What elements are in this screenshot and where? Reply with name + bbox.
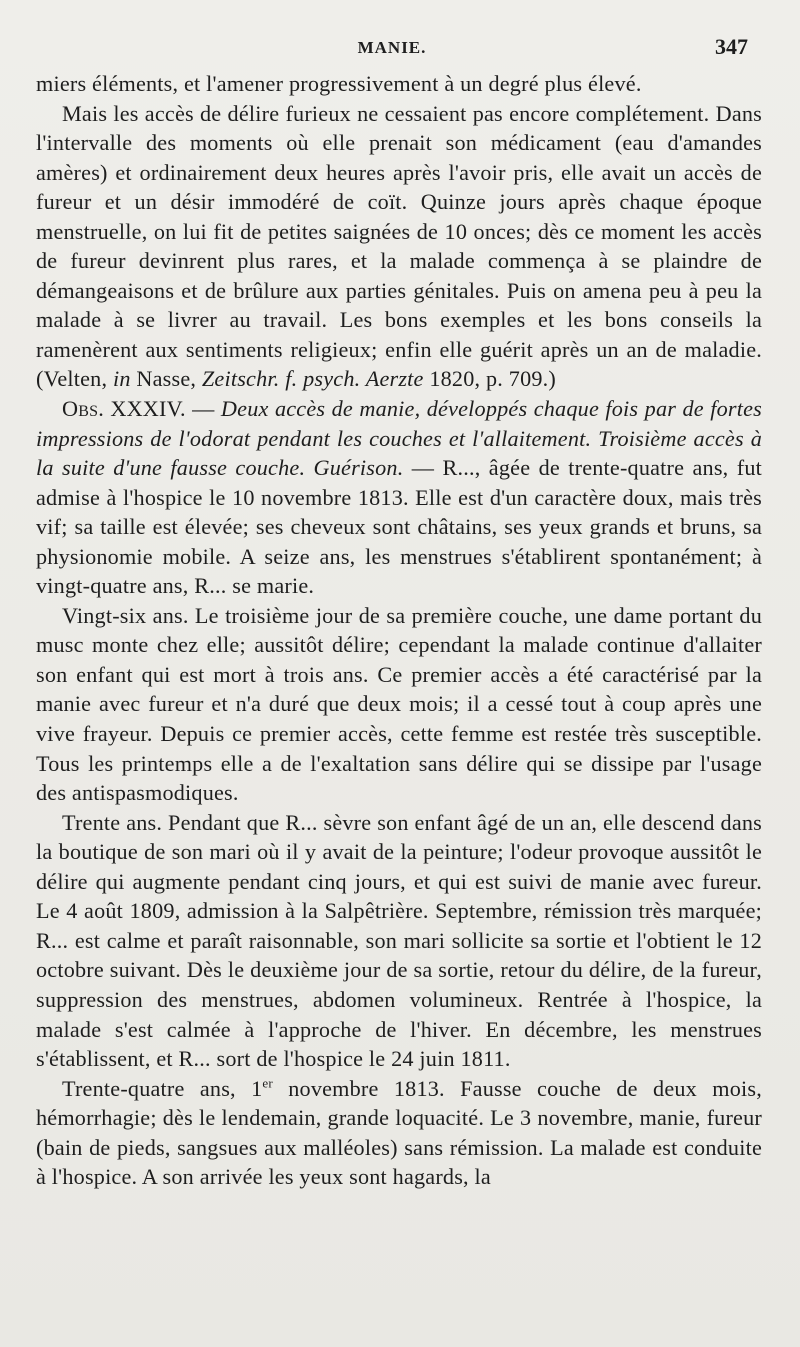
paragraph-p2	[36, 99, 762, 394]
paragraph-p5	[36, 808, 762, 1074]
running-title: MANIE.	[357, 38, 427, 57]
page-number: 347	[715, 34, 748, 59]
body-text	[36, 69, 762, 1192]
text-segment: Vingt-six ans. Le troisième jour de sa première couche, une dame portant du musc monte chez elle; aussitôt délire; cependant la malade continue d'allaiter son enfant qui est mort à trois ans. Ce premier accès a été caractérisé par la manie avec fureur et n'a duré que deux mois; il a cessé tout à coup après une vive frayeur. Depuis ce premier accès, cette femme est restée très susceptible. Tous les printemps elle a de l'exaltation sans délire qui se dissipe par l'usage des antispasmodiques.	[36, 602, 762, 806]
paragraph-p4	[36, 601, 762, 808]
text-segment: Zeitschr. f. psych. Aerzte	[201, 366, 424, 392]
text-segment: in	[112, 366, 131, 392]
text-segment: Nasse,	[130, 366, 202, 392]
text-segment: er	[262, 1075, 273, 1091]
text-segment: Mais les accès de délire furieux ne cessaient pas encore complétement. Dans l'intervalle des moments où elle prenait son médicament (eau d'amandes amères) et ordinairement deux heures après l'avoir pris, elle avait un accès de fureur et un désir immodéré de coït. Quinze jours après chaque époque menstruelle, on lui fit de petites saignées de 10 onces; dès ce moment les accès de fureur devinrent plus rares, et la malade commença à se plaindre de démangeaisons et de brûlure aux parties génitales. Puis on amena peu à peu la malade à se livrer au travail. Les bons exemples et les bons conseils la ramenèrent aux sentiments religieux; enfin elle guérit après un an de maladie. (Velten,	[36, 100, 762, 392]
text-segment: — R..., âgée de trente-quatre ans, fut admise à l'hospice le 10 novembre 1813. Elle est d'un caractère doux, mais très vif; sa taille est élevée; ses cheveux sont châtains, ses yeux grands et bruns, sa physionomie mobile. A seize ans, les menstrues s'établirent spontanément; à vingt-quatre ans, R... se marie.	[36, 455, 763, 599]
page-header	[36, 34, 748, 60]
text-segment: Trente ans. Pendant que R... sèvre son enfant âgé de un an, elle descend dans la boutique de son mari où il y avait de la peinture; l'odeur provoque aussitôt le délire qui augmente pendant cinq jours, et qui est suivi de manie avec fureur. Le 4 août 1809, admission à la Salpêtrière. Septembre, rémission très marquée; R... est calme et paraît raisonnable, son mari sollicite sa sortie et l'obtient le 12 octobre suivant. Dès le deuxième jour de sa sortie, retour du délire, de la fureur, suppression des menstrues, abdomen volumineux. Rentrée à l'hospice, la malade s'est calmée à l'approche de l'hiver. En décembre, les menstrues s'établissent, et R... sort de l'hospice le 24 juin 1811.	[36, 809, 762, 1072]
text-segment: —	[185, 396, 221, 422]
paragraph-p1	[36, 69, 762, 99]
text-segment: Obs. XXXIV.	[62, 396, 186, 422]
paragraph-p6	[36, 1074, 762, 1192]
text-segment: novembre 1813. Fausse couche de deux mois, hémorrhagie; dès le lendemain, grande loquacité. Le 3 novembre, manie, fureur (bain de pieds, sangsues aux malléoles) sans rémission. La malade est conduite à l'hospice. A son arrivée les yeux sont hagards, la	[36, 1075, 762, 1190]
text-segment: Trente-quatre ans, 1	[62, 1075, 263, 1101]
text-segment: miers éléments, et l'amener progressivement à un degré plus élevé.	[36, 71, 642, 96]
text-segment: 1820, p. 709.)	[423, 366, 557, 392]
paragraph-p3	[36, 394, 762, 601]
text-segment: Deux accès de manie, développés chaque fois par de fortes impressions de l'odorat pendant les couches et l'allaitement. Troisième accès à la suite d'une fausse couche. Guérison.	[36, 396, 762, 481]
